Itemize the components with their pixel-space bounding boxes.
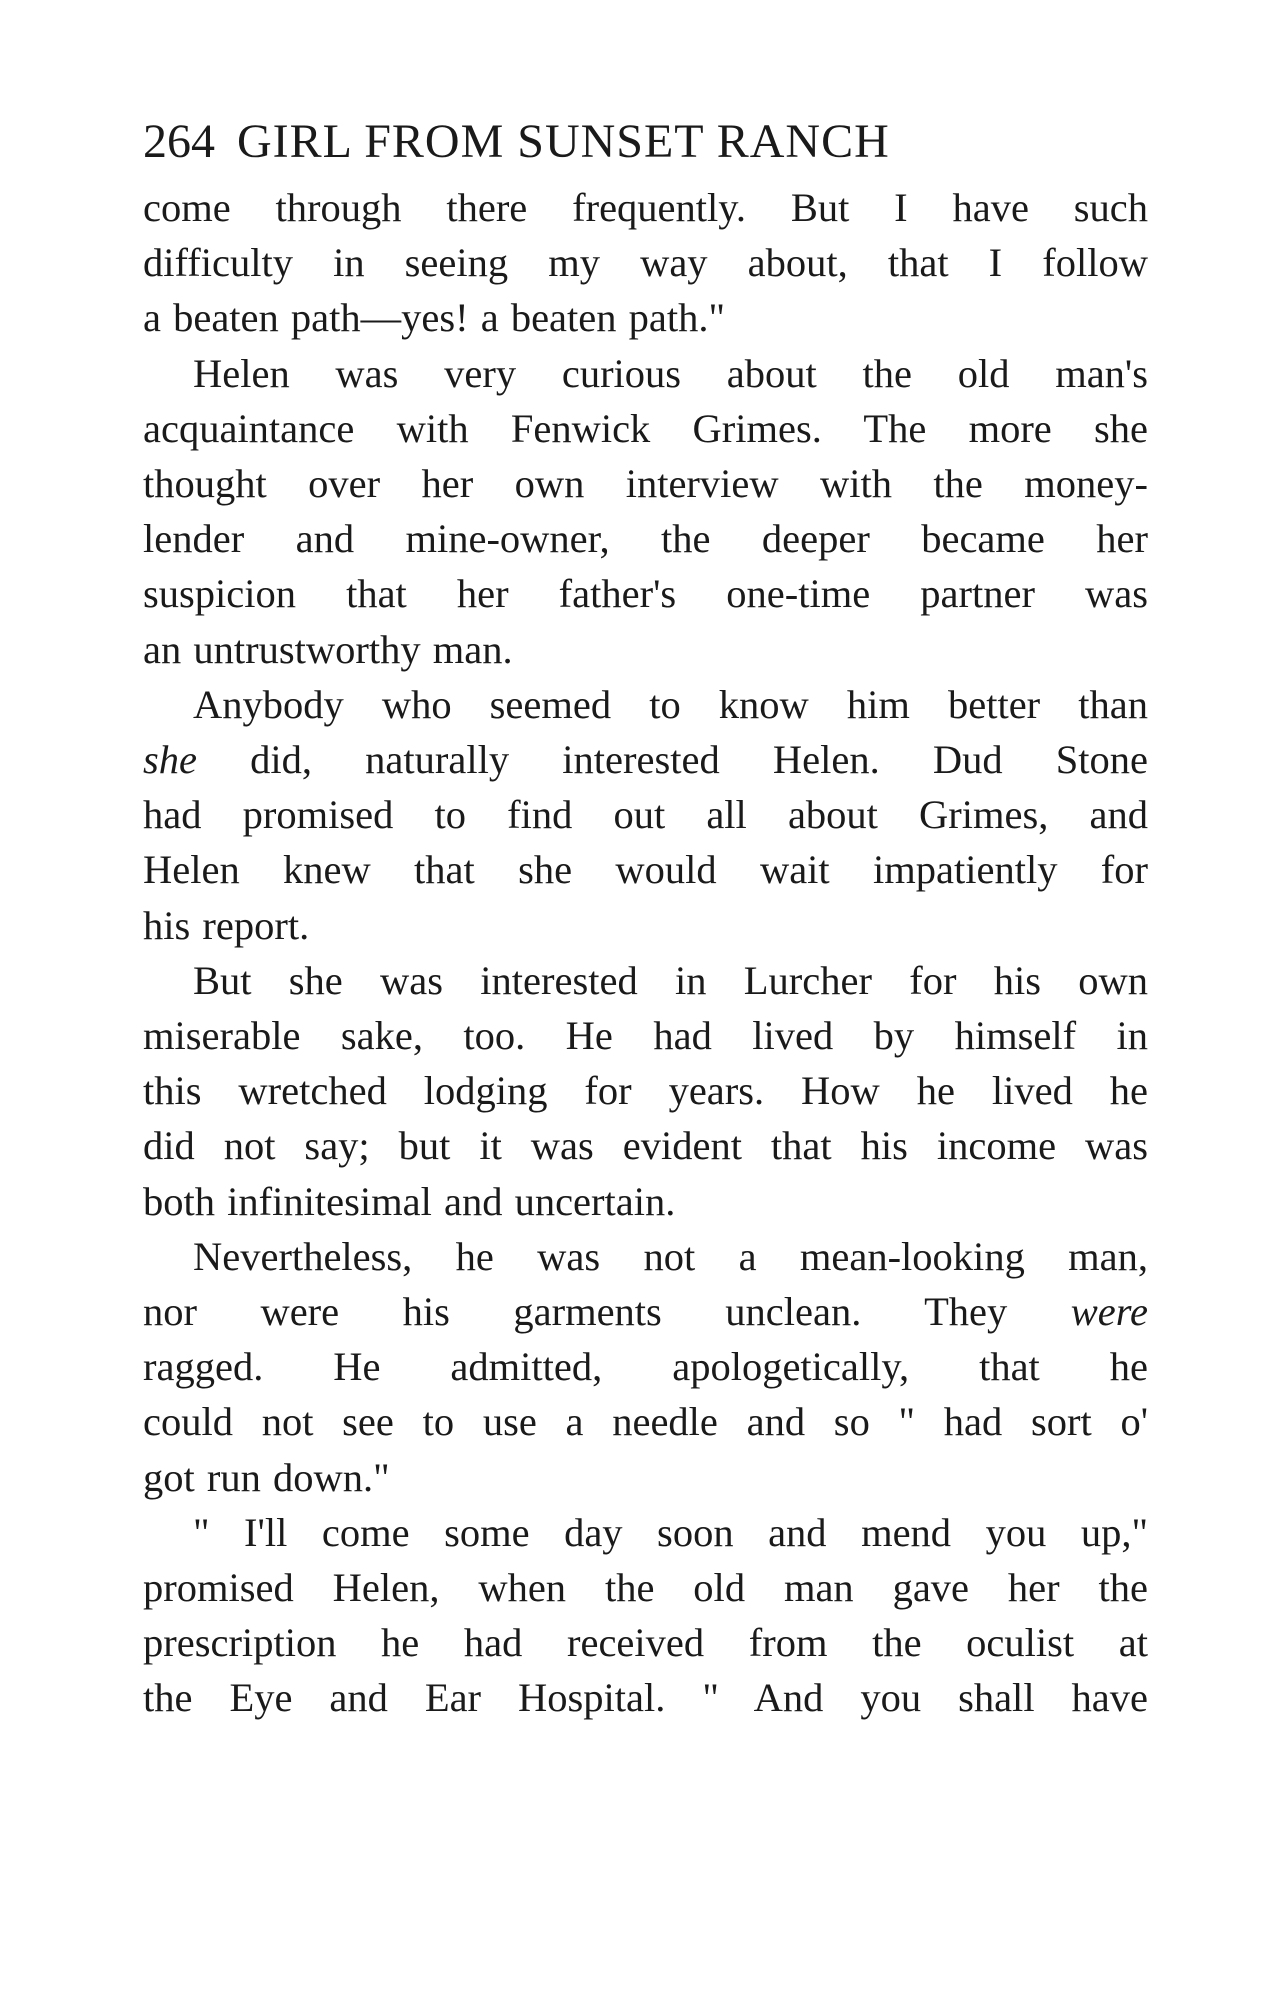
- paragraph-1: [143, 180, 1148, 346]
- text-line: Helen knew that she would wait impatiently for: [143, 847, 1148, 893]
- running-title: GIRL FROM SUNSET RANCH: [237, 115, 890, 168]
- text-line: this wretched lodging for years. How he lived he: [143, 1068, 1148, 1114]
- text-line: Anybody who seemed to know him better than: [193, 681, 1148, 727]
- text-line: lender and mine-owner, the deeper became her: [143, 516, 1148, 562]
- text-fragment: did, naturally interested Helen. Dud Stone: [250, 737, 1148, 783]
- text-line-with-italic: [143, 1284, 1148, 1339]
- italic-word: she: [143, 737, 197, 783]
- text-line: got run down.": [143, 1454, 390, 1500]
- text-line: suspicion that her father's one-time partner was: [143, 571, 1148, 617]
- paragraph-5: [143, 1229, 1148, 1505]
- paragraph-4: [143, 953, 1148, 1229]
- text-line: promised Helen, when the old man gave her the: [143, 1565, 1148, 1611]
- paragraph-2: [143, 346, 1148, 677]
- text-line: thought over her own interview with the money-: [143, 461, 1148, 507]
- book-page: [143, 112, 1148, 1726]
- text-line: come through there frequently. But I have such: [143, 185, 1148, 230]
- italic-word: were: [1070, 1289, 1149, 1335]
- text-line: miserable sake, too. He had lived by himself in: [143, 1013, 1148, 1059]
- text-line: difficulty in seeing my way about, that I follow: [143, 240, 1148, 286]
- text-line: both infinitesimal and uncertain.: [143, 1178, 676, 1224]
- running-header: [143, 112, 1148, 172]
- paragraph-3: [143, 677, 1148, 953]
- text-line: ragged. He admitted, apologetically, that he: [143, 1344, 1148, 1390]
- text-line: his report.: [143, 902, 310, 948]
- text-line: did not say; but it was evident that his income was: [143, 1123, 1148, 1169]
- text-line: prescription he had received from the oculist at: [143, 1620, 1148, 1666]
- text-line: the Eye and Ear Hospital. " And you shall have: [143, 1675, 1148, 1721]
- paragraph-6: [143, 1505, 1148, 1726]
- page-number: 264: [143, 115, 215, 168]
- text-line: Helen was very curious about the old man's: [193, 350, 1148, 396]
- text-line: But she was interested in Lurcher for his own: [193, 957, 1148, 1003]
- text-line: an untrustworthy man.: [143, 626, 513, 672]
- text-line: acquaintance with Fenwick Grimes. The more she: [143, 405, 1148, 451]
- text-line: could not see to use a needle and so " had sort o': [143, 1399, 1148, 1445]
- text-line-with-italic: [143, 732, 1148, 787]
- text-line: " I'll come some day soon and mend you up,": [193, 1509, 1148, 1555]
- text-line: Nevertheless, he was not a mean-looking man,: [193, 1233, 1148, 1279]
- text-fragment: nor were his garments unclean. They: [143, 1289, 1008, 1335]
- text-line: had promised to find out all about Grimes, and: [143, 792, 1148, 838]
- text-line: a beaten path—yes! a beaten path.": [143, 295, 726, 341]
